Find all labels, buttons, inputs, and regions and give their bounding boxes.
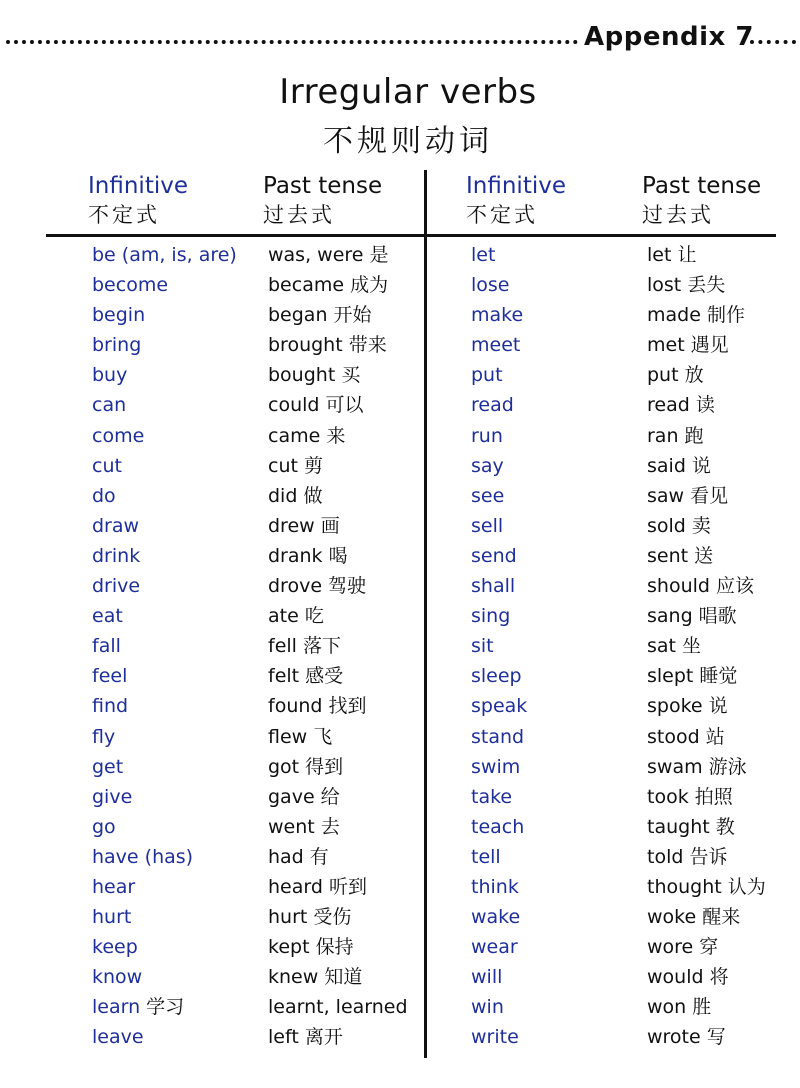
verb-entry: get <box>92 755 124 778</box>
header-left-infinitive <box>88 172 188 230</box>
verb-entry: drive <box>92 575 141 598</box>
header-left-past-en: Past tense <box>263 173 383 199</box>
verb-entry: speak <box>471 695 528 718</box>
header-right-infinitive-cn: 不定式 <box>466 203 538 227</box>
verb-entry: wrote 写 <box>647 1026 726 1049</box>
verb-entry: found 找到 <box>268 695 367 718</box>
verb-entry: ran 跑 <box>647 424 704 447</box>
verb-entry: meet <box>471 334 521 357</box>
header-right-past <box>642 172 761 230</box>
header-left-infinitive-cn: 不定式 <box>88 203 160 227</box>
verb-entry: take <box>471 785 513 808</box>
verb-entry: thought 认为 <box>647 875 766 898</box>
verb-entry: was, were 是 <box>268 244 389 266</box>
verb-entry: keep <box>92 936 138 959</box>
appendix-label: Appendix 7 <box>584 22 754 52</box>
page-title: Irregular verbs <box>279 72 537 112</box>
verb-entry: felt 感受 <box>268 665 344 688</box>
header-right-infinitive-en: Infinitive <box>466 173 566 199</box>
verb-entry: run <box>471 424 503 447</box>
verb-entry: think <box>471 875 519 898</box>
verb-entry: heard 听到 <box>268 875 367 898</box>
verb-entry: know <box>92 966 143 989</box>
right-past-column <box>647 240 766 1053</box>
left-infinitive-column <box>92 240 237 1053</box>
verb-entry: hurt 受伤 <box>268 906 352 929</box>
right-infinitive-column <box>471 240 527 1053</box>
verb-entry: bought 买 <box>268 364 361 387</box>
verb-entry: let 让 <box>647 244 697 266</box>
verb-entry: cut 剪 <box>268 454 323 477</box>
verb-entry: will <box>471 966 503 989</box>
verb-entry: sleep <box>471 665 522 688</box>
verb-entry: saw 看见 <box>647 484 729 507</box>
verb-entry: begin <box>92 304 146 327</box>
verb-entry: drove 驾驶 <box>268 575 367 598</box>
verb-entry: find <box>92 695 129 718</box>
verb-entry: feel <box>92 665 128 688</box>
verb-entry: be (am, is, are) <box>92 244 237 266</box>
verb-entry: let <box>471 244 496 266</box>
verb-entry: hurt <box>92 906 132 929</box>
verb-gloss: 学习 <box>146 996 185 1019</box>
verb-entry: do <box>92 484 116 507</box>
verb-entry: met 遇见 <box>647 334 729 357</box>
verb-entry: see <box>471 484 505 507</box>
verb-entry: can <box>92 394 127 417</box>
verb-entry: should 应该 <box>647 575 754 598</box>
verb-entry: read <box>471 394 514 417</box>
verb-entry: wore 穿 <box>647 936 719 959</box>
verb-entry: shall <box>471 575 516 598</box>
header-left-past <box>263 172 382 230</box>
header-divider <box>46 234 776 237</box>
verb-entry: said 说 <box>647 454 711 477</box>
verb-entry: brought 带来 <box>268 334 387 357</box>
verb-entry: woke 醒来 <box>647 906 741 929</box>
verb-entry: would 将 <box>647 966 729 989</box>
verb-entry: win <box>471 996 504 1019</box>
verb-entry: gave 给 <box>268 785 340 808</box>
verb-entry: slept 睡觉 <box>647 665 738 688</box>
verb-entry: learnt, learned <box>268 996 408 1019</box>
verb-entry: sold 卖 <box>647 514 711 537</box>
verb-entry: ate 吃 <box>268 605 324 628</box>
verb-entry: kept 保持 <box>268 936 354 959</box>
header-right-past-cn: 过去式 <box>642 203 714 227</box>
verb-entry: drink <box>92 544 141 567</box>
verb-entry: could 可以 <box>268 394 364 417</box>
verb-entry: draw <box>92 514 140 537</box>
verb-entry: sing <box>471 605 511 628</box>
verb-entry: sang 唱歌 <box>647 605 737 628</box>
header-right-past-en: Past tense <box>642 173 762 199</box>
verb-entry: wear <box>471 936 518 959</box>
verb-entry: cut <box>92 454 122 477</box>
verb-entry: sit <box>471 635 494 658</box>
verb-entry: eat <box>92 605 123 628</box>
verb-entry: became 成为 <box>268 274 389 297</box>
verb-entry: put 放 <box>647 364 704 387</box>
dotted-rule-right <box>750 40 796 44</box>
verb-entry: drank 喝 <box>268 544 348 567</box>
verb-entry: stood 站 <box>647 725 725 748</box>
verb-entry: come <box>92 424 145 447</box>
header-right-infinitive <box>466 172 566 230</box>
verb-entry: won 胜 <box>647 996 712 1019</box>
column-divider <box>424 170 427 1058</box>
verb-entry: lose <box>471 274 510 297</box>
verb-entry: have (has) <box>92 845 194 868</box>
verb-entry: go <box>92 815 116 838</box>
page-subtitle: 不规则动词 <box>323 124 493 159</box>
header-left-infinitive-en: Infinitive <box>88 173 188 199</box>
verb-entry: went 去 <box>268 815 340 838</box>
verb-entry: spoke 说 <box>647 695 728 718</box>
verb-entry: learn 学习 <box>92 996 185 1019</box>
verb-entry: stand <box>471 725 525 748</box>
verb-entry: made 制作 <box>647 304 745 327</box>
verb-entry: taught 教 <box>647 815 735 838</box>
verb-entry: become <box>92 274 169 297</box>
verb-entry: send <box>471 544 517 567</box>
verb-entry: bring <box>92 334 142 357</box>
verb-entry: sent 送 <box>647 544 714 567</box>
verb-entry: knew 知道 <box>268 966 363 989</box>
verb-entry: did 做 <box>268 484 323 507</box>
appendix-bar <box>0 20 800 56</box>
verb-entry: make <box>471 304 524 327</box>
verb-entry: wake <box>471 906 521 929</box>
verb-entry: tell <box>471 845 501 868</box>
verb-entry: read 读 <box>647 394 715 417</box>
verb-entry: began 开始 <box>268 304 372 327</box>
verb-entry: put <box>471 364 503 387</box>
dotted-rule-left <box>6 40 578 44</box>
verb-entry: swim <box>471 755 521 778</box>
verb-entry: left 离开 <box>268 1026 343 1049</box>
header-left-past-cn: 过去式 <box>263 203 335 227</box>
verb-entry: write <box>471 1026 519 1049</box>
verb-entry: fly <box>92 725 116 748</box>
verb-entry: say <box>471 454 504 477</box>
left-past-column <box>268 240 408 1053</box>
verb-entry: told 告诉 <box>647 845 728 868</box>
verb-entry: sat 坐 <box>647 635 702 658</box>
verb-entry: teach <box>471 815 525 838</box>
verb-entry: came 来 <box>268 424 346 447</box>
verb-entry: leave <box>92 1026 144 1049</box>
verb-entry: fall <box>92 635 121 658</box>
verb-entry: sell <box>471 514 504 537</box>
verb-entry: buy <box>92 364 128 387</box>
verb-entry: give <box>92 785 133 808</box>
verb-entry: lost 丢失 <box>647 274 726 297</box>
verb-entry: flew 飞 <box>268 725 333 748</box>
verb-entry: had 有 <box>268 845 329 868</box>
verb-entry: swam 游泳 <box>647 755 747 778</box>
verb-entry: hear <box>92 875 136 898</box>
verb-entry: drew 画 <box>268 514 340 537</box>
verb-entry: got 得到 <box>268 755 344 778</box>
verb-entry: fell 落下 <box>268 635 341 658</box>
verb-entry: took 拍照 <box>647 785 733 808</box>
